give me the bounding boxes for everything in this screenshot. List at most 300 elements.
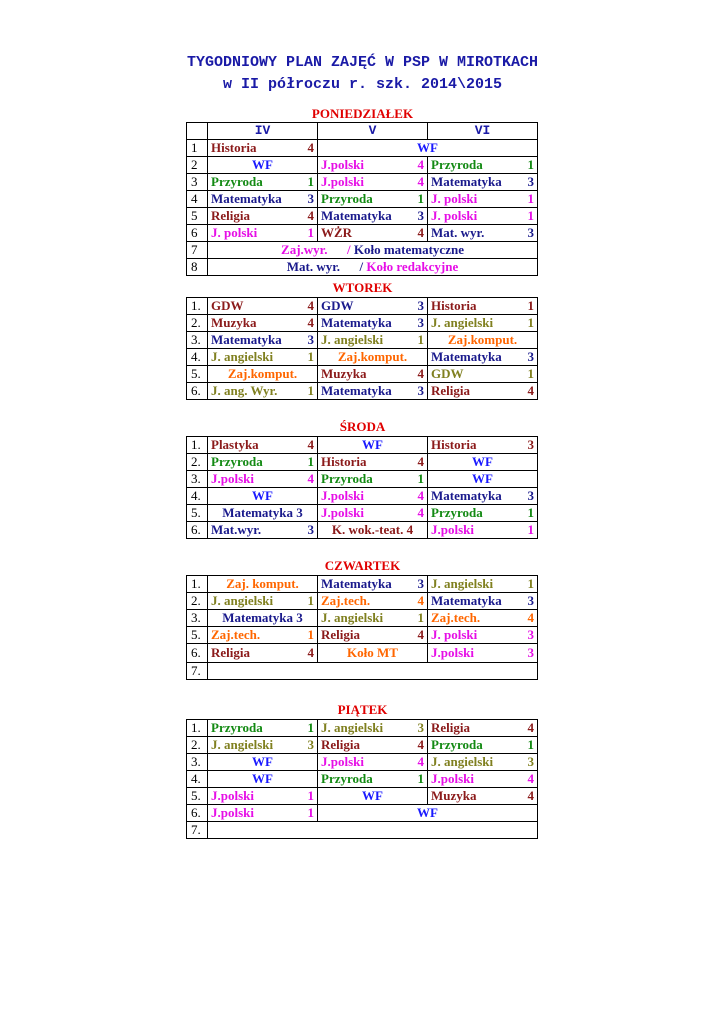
subject-name: Historia [321, 454, 367, 469]
lesson-number: 1. [187, 576, 208, 593]
subject-name: WF [362, 788, 383, 803]
day-label-wtorek: WTOREK [332, 280, 393, 295]
subject-cell [428, 788, 538, 805]
subject-cell [428, 437, 538, 454]
lesson-number: 1. [187, 298, 208, 315]
subject-name: WF [472, 454, 493, 469]
subject-name: J.polski [321, 174, 364, 189]
subject-name: Zaj.komput. [447, 332, 518, 347]
subject-name: J. polski [431, 191, 478, 206]
subject-name: Przyroda [321, 771, 373, 786]
table-row [187, 191, 538, 208]
subject-cell [428, 191, 538, 208]
subject-name: WF [252, 488, 273, 503]
subject-name: WF [417, 805, 438, 820]
hours-count: 3 [527, 488, 534, 503]
table-row [187, 644, 538, 663]
subject-name: Muzyka [431, 788, 477, 803]
hours-count: 4 [417, 225, 424, 240]
table-row [187, 788, 538, 805]
schedule-table-sroda [186, 436, 538, 539]
hours-count: 4 [527, 788, 534, 803]
subject-cell [208, 627, 318, 644]
subject-cell [318, 505, 428, 522]
subject-name: Muzyka [321, 366, 367, 381]
lesson-number: 3 [187, 174, 208, 191]
subject-name: Religia [211, 208, 250, 223]
subject-cell [318, 737, 428, 754]
schedule-table-piatek [186, 719, 538, 839]
day-label-czwartek: CZWARTEK [324, 558, 401, 573]
hours-count: 4 [307, 471, 314, 486]
subject-cell [428, 366, 538, 383]
table-row [187, 242, 538, 259]
subject-cell [318, 805, 538, 822]
table-row [187, 576, 538, 593]
subject-cell [318, 366, 428, 383]
subject-cell [318, 644, 428, 663]
subject-cell [208, 225, 318, 242]
subject-cell [428, 488, 538, 505]
subject-name: Religia [211, 645, 250, 660]
hours-count: 3 [527, 174, 534, 189]
hours-count: 1 [307, 593, 314, 608]
header-row [187, 123, 538, 140]
hours-count: 1 [527, 157, 534, 172]
table-row [187, 298, 538, 315]
subject-cell [428, 576, 538, 593]
subject-cell [428, 383, 538, 400]
lesson-number: 4. [187, 771, 208, 788]
lesson-number: 1. [187, 437, 208, 454]
subject-cell [318, 610, 428, 627]
lesson-number: 6. [187, 805, 208, 822]
subject-name: Matematyka [321, 576, 392, 591]
subject-name: Religia [431, 720, 470, 735]
subject-cell [428, 754, 538, 771]
subject-cell [208, 157, 318, 174]
hours-count: 4 [307, 315, 314, 330]
table-row [187, 737, 538, 754]
subject-cell [318, 208, 428, 225]
subject-name: Plastyka [211, 437, 259, 452]
subject-cell [318, 576, 428, 593]
hours-count: 4 [417, 157, 424, 172]
table-row [187, 471, 538, 488]
hours-count: 1 [527, 298, 534, 313]
hours-count: 1 [417, 771, 424, 786]
subject-cell [318, 191, 428, 208]
lesson-number: 5. [187, 505, 208, 522]
table-row [187, 366, 538, 383]
lesson-number: 7 [187, 242, 208, 259]
subject-cell [208, 822, 538, 839]
hours-count: 3 [417, 298, 424, 313]
hours-count: 1 [307, 174, 314, 189]
subject-cell [208, 610, 318, 627]
hours-count: 3 [417, 383, 424, 398]
hours-count: 4 [307, 437, 314, 452]
hours-count: 1 [307, 720, 314, 735]
subject-name: WF [472, 471, 493, 486]
hours-count: 3 [527, 225, 534, 240]
title-line-1: TYGODNIOWY PLAN ZAJĘĆ W PSP W MIROTKACH [186, 54, 539, 71]
subject-cell [208, 471, 318, 488]
lesson-number: 5. [187, 788, 208, 805]
lesson-number: 5. [187, 627, 208, 644]
table-row [187, 720, 538, 737]
subject-name: J. polski [431, 208, 478, 223]
subject-name-secondary: Koło matematyczne [350, 242, 464, 257]
hours-count: 3 [527, 437, 534, 452]
subject-cell [428, 454, 538, 471]
hours-count: 1 [527, 315, 534, 330]
subject-name: WF [417, 140, 438, 155]
column-header: IV [208, 123, 318, 140]
subject-cell [318, 157, 428, 174]
hours-count: 4 [527, 720, 534, 735]
subject-name: Przyroda [321, 471, 373, 486]
subject-cell [318, 720, 428, 737]
hours-count: 1 [307, 349, 314, 364]
subject-cell [208, 754, 318, 771]
subject-cell [208, 663, 538, 680]
hours-count: 4 [417, 593, 424, 608]
subject-name: Historia [431, 437, 477, 452]
subject-name: J.polski [321, 488, 364, 503]
subject-name: J. angielski [431, 754, 494, 769]
lesson-number: 1 [187, 140, 208, 157]
subject-name: J. ang. Wyr. [211, 383, 278, 398]
lesson-number: 7. [187, 663, 208, 680]
subject-cell [428, 471, 538, 488]
subject-name: Zaj.komput. [227, 366, 298, 381]
subject-name: Zaj.komput. [337, 349, 408, 364]
subject-cell [208, 488, 318, 505]
subject-name: Mat.wyr. [211, 522, 262, 537]
lesson-number: 3. [187, 610, 208, 627]
hours-count: 3 [527, 627, 534, 642]
schedule-table-poniedzialek [186, 122, 538, 276]
table-row [187, 805, 538, 822]
column-header: VI [428, 123, 538, 140]
subject-cell [318, 298, 428, 315]
subject-name: Zaj.tech. [431, 610, 481, 625]
subject-cell [428, 208, 538, 225]
hours-count: 3 [417, 208, 424, 223]
subject-cell [208, 315, 318, 332]
subject-cell [428, 174, 538, 191]
subject-cell [428, 610, 538, 627]
table-row [187, 771, 538, 788]
subject-name: Matematyka 3 [222, 610, 303, 625]
subject-name: Matematyka [431, 174, 502, 189]
subject-cell [318, 471, 428, 488]
table-row [187, 522, 538, 539]
lesson-number: 2. [187, 454, 208, 471]
hours-count: 1 [527, 191, 534, 206]
subject-cell [208, 720, 318, 737]
subject-name: Religia [431, 383, 470, 398]
day-label-poniedzialek: PONIEDZIAŁEK [311, 106, 414, 121]
subject-name: Matematyka 3 [222, 505, 303, 520]
schedule-table-wtorek [186, 297, 538, 400]
subject-name: J. polski [431, 627, 478, 642]
subject-cell [208, 576, 318, 593]
lesson-number: 2. [187, 737, 208, 754]
lesson-number: 3. [187, 332, 208, 349]
hours-count: 3 [307, 737, 314, 752]
table-row [187, 627, 538, 644]
lesson-number: 6. [187, 644, 208, 663]
lesson-number: 6. [187, 522, 208, 539]
column-header: V [318, 123, 428, 140]
table-row [187, 349, 538, 366]
subject-name: Zaj.tech. [321, 593, 371, 608]
subject-name: Muzyka [211, 315, 257, 330]
hours-count: 1 [527, 366, 534, 381]
lesson-number: 4 [187, 191, 208, 208]
lesson-number: 2. [187, 315, 208, 332]
hours-count: 4 [527, 610, 534, 625]
hours-count: 1 [307, 383, 314, 398]
subject-name: Zaj. komput. [226, 576, 299, 591]
table-row [187, 754, 538, 771]
subject-name: J. angielski [211, 737, 274, 752]
hours-count: 1 [307, 788, 314, 803]
subject-cell [208, 644, 318, 663]
subject-name: Matematyka [211, 191, 282, 206]
hours-count: 4 [527, 383, 534, 398]
table-row [187, 140, 538, 157]
lesson-number: 2. [187, 593, 208, 610]
subject-cell [318, 788, 428, 805]
hours-count: 3 [417, 720, 424, 735]
subject-name: GDW [211, 298, 244, 313]
subject-cell [318, 627, 428, 644]
lesson-number: 3. [187, 471, 208, 488]
subject-name: J. angielski [211, 593, 274, 608]
table-row [187, 663, 538, 680]
subject-cell [208, 242, 538, 259]
subject-cell [318, 593, 428, 610]
subject-cell [428, 157, 538, 174]
subject-cell [318, 454, 428, 471]
subject-cell [428, 522, 538, 539]
hours-count: 3 [307, 522, 314, 537]
subject-cell [208, 383, 318, 400]
table-row [187, 437, 538, 454]
hours-count: 4 [307, 140, 314, 155]
subject-cell [428, 771, 538, 788]
subject-name: WF [252, 754, 273, 769]
day-label-piatek: PIĄTEK [337, 702, 388, 717]
subject-name: Religia [321, 737, 360, 752]
lesson-number: 1. [187, 720, 208, 737]
subject-name: J. angielski [431, 315, 494, 330]
hours-count: 1 [307, 805, 314, 820]
hours-count: 1 [417, 471, 424, 486]
subject-name: WF [252, 157, 273, 172]
lesson-number: 4. [187, 488, 208, 505]
day-label-sroda: ŚRODA [339, 419, 386, 434]
subject-cell [208, 805, 318, 822]
subject-name: Zaj.tech. [211, 627, 261, 642]
subject-name: J.polski [321, 157, 364, 172]
subject-name: J. polski [211, 225, 258, 240]
hours-count: 3 [417, 315, 424, 330]
table-row [187, 505, 538, 522]
lesson-number: 8 [187, 259, 208, 276]
table-row [187, 157, 538, 174]
hours-count: 4 [417, 505, 424, 520]
subject-cell [318, 488, 428, 505]
subject-name: J. angielski [321, 720, 384, 735]
subject-cell [318, 522, 428, 539]
hours-count: 1 [307, 225, 314, 240]
subject-name: J.polski [211, 471, 254, 486]
lesson-number: 7. [187, 822, 208, 839]
subject-cell [208, 788, 318, 805]
subject-cell [428, 627, 538, 644]
hours-count: 4 [417, 174, 424, 189]
hours-count: 1 [417, 610, 424, 625]
subject-name: J.polski [211, 788, 254, 803]
subject-cell [318, 383, 428, 400]
subject-name: J. angielski [211, 349, 274, 364]
subject-cell [318, 332, 428, 349]
schedule-table-czwartek [186, 575, 538, 680]
subject-name: Matematyka [321, 383, 392, 398]
subject-cell [428, 644, 538, 663]
hours-count: 3 [527, 645, 534, 660]
subject-cell [208, 208, 318, 225]
subject-cell [208, 366, 318, 383]
subject-name: Matematyka [431, 593, 502, 608]
lesson-number: 4. [187, 349, 208, 366]
table-row [187, 488, 538, 505]
lesson-number: 6. [187, 383, 208, 400]
subject-cell [208, 437, 318, 454]
table-row [187, 332, 538, 349]
subject-cell [208, 298, 318, 315]
subject-name: Przyroda [211, 174, 263, 189]
subject-name: J. angielski [321, 332, 384, 347]
hours-count: 1 [527, 522, 534, 537]
table-row [187, 822, 538, 839]
table-row [187, 593, 538, 610]
subject-cell [208, 259, 538, 276]
subject-name: J.polski [431, 771, 474, 786]
subject-cell [208, 454, 318, 471]
subject-name: Przyroda [321, 191, 373, 206]
subject-cell [428, 332, 538, 349]
subject-name: J.polski [321, 505, 364, 520]
table-row [187, 454, 538, 471]
table-row [187, 383, 538, 400]
subject-cell [208, 771, 318, 788]
lesson-number: 2 [187, 157, 208, 174]
subject-name: Przyroda [431, 157, 483, 172]
table-row [187, 610, 538, 627]
subject-name: Mat. wyr. [431, 225, 485, 240]
lesson-number: 6 [187, 225, 208, 242]
subject-cell [318, 315, 428, 332]
hours-count: 4 [417, 454, 424, 469]
hours-count: 4 [307, 208, 314, 223]
subject-name: Koło MT [347, 645, 398, 660]
hours-count: 1 [527, 737, 534, 752]
subject-cell [208, 174, 318, 191]
hours-count: 3 [527, 754, 534, 769]
subject-cell [428, 720, 538, 737]
hours-count: 3 [307, 332, 314, 347]
hours-count: 3 [527, 349, 534, 364]
subject-cell [208, 737, 318, 754]
subject-name: J. angielski [321, 610, 384, 625]
subject-cell [208, 593, 318, 610]
hours-count: 4 [417, 366, 424, 381]
subject-cell [208, 140, 318, 157]
lesson-number: 3. [187, 754, 208, 771]
subject-name: GDW [431, 366, 464, 381]
subject-cell [318, 225, 428, 242]
subject-name: Przyroda [211, 720, 263, 735]
subject-name: Mat. wyr. / [286, 259, 364, 274]
hours-count: 3 [527, 593, 534, 608]
subject-name: Zaj.wyr. / [281, 242, 351, 257]
lesson-number: 5. [187, 366, 208, 383]
hours-count: 1 [527, 505, 534, 520]
subject-name: WŻR [321, 225, 353, 240]
subject-cell [318, 174, 428, 191]
subject-name: WF [252, 771, 273, 786]
subject-name: Historia [211, 140, 257, 155]
hours-count: 4 [307, 645, 314, 660]
subject-name: WF [362, 437, 383, 452]
table-row [187, 225, 538, 242]
hours-count: 1 [527, 208, 534, 223]
hours-count: 1 [307, 627, 314, 642]
subject-name: Matematyka [431, 488, 502, 503]
subject-cell [208, 332, 318, 349]
table-row [187, 174, 538, 191]
subject-name-secondary: Koło redakcyjne [363, 259, 459, 274]
table-row [187, 208, 538, 225]
subject-cell [318, 349, 428, 366]
subject-name: J.polski [431, 522, 474, 537]
subject-name: GDW [321, 298, 354, 313]
hours-count: 4 [417, 488, 424, 503]
subject-cell [428, 225, 538, 242]
subject-name: Religia [321, 627, 360, 642]
subject-cell [428, 349, 538, 366]
subject-name: J.polski [431, 645, 474, 660]
subject-name: Przyroda [431, 737, 483, 752]
subject-cell [428, 298, 538, 315]
title-line-2: w II półroczu r. szk. 2014\2015 [222, 76, 503, 93]
subject-name: Matematyka [321, 315, 392, 330]
subject-name: J.polski [211, 805, 254, 820]
subject-name: Matematyka [321, 208, 392, 223]
hours-count: 3 [307, 191, 314, 206]
hours-count: 4 [527, 771, 534, 786]
hours-count: 1 [307, 454, 314, 469]
subject-cell [428, 593, 538, 610]
subject-name: Matematyka [431, 349, 502, 364]
subject-name: Historia [431, 298, 477, 313]
table-row [187, 259, 538, 276]
